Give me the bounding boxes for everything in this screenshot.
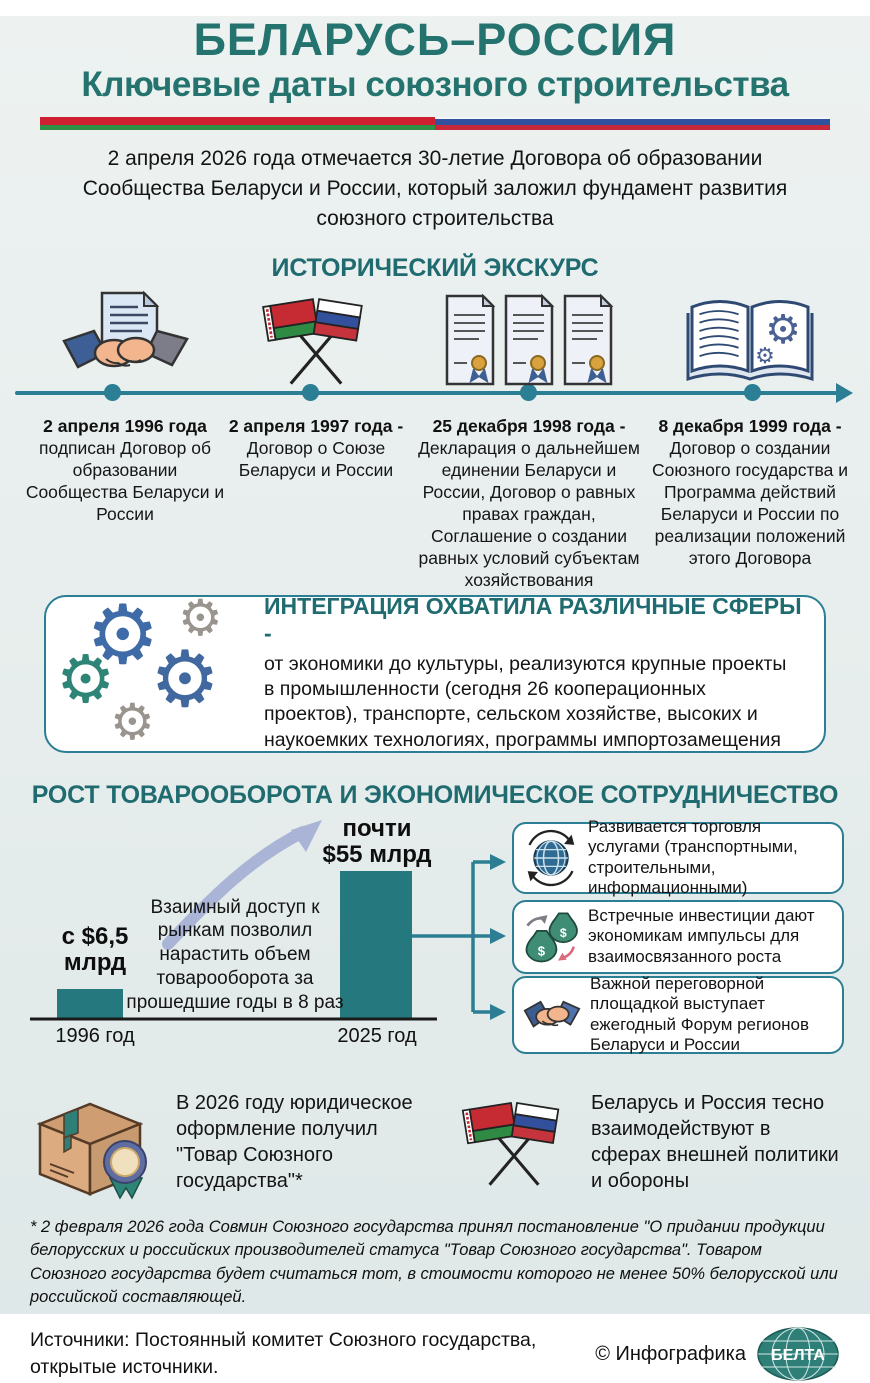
integration-title: ИНТЕГРАЦИЯ ОХВАТИЛА РАЗЛИЧНЫЕ СФЕРЫ - — [264, 592, 802, 646]
credit-label: © Инфографика — [595, 1342, 746, 1365]
handshake-icon — [523, 990, 581, 1040]
benefit-text: Встречные инвестиции дают экономикам импульсы для взаимосвязанного роста — [588, 906, 815, 966]
milestone-date: 2 апреля 1997 года - — [228, 415, 404, 436]
connector-lines — [412, 862, 492, 1012]
certificates-icon — [410, 287, 648, 389]
book-gears-icon — [644, 287, 856, 389]
milestone-1999 — [644, 287, 856, 568]
connector-arrow-icon — [490, 854, 506, 870]
page-subtitle: Ключевые даты союзного строительства — [81, 65, 789, 105]
belarus-flag-stripe — [40, 117, 435, 130]
benefit-investments — [512, 900, 844, 974]
integration-box — [44, 587, 826, 753]
gears-icon: ⚙ ⚙ ⚙ ⚙ ⚙ — [56, 587, 223, 751]
svg-text:$: $ — [559, 925, 567, 940]
fact-text: Беларусь и Россия тесно взаимодействуют в сферах внешней политики и обороны — [591, 1091, 839, 1192]
start-value-label: с $6,5 млрд — [61, 922, 129, 977]
svg-text:$: $ — [537, 943, 546, 959]
footnote: * 2 февраля 2026 года Совмин Союзного государства принял постановление "О придании продукции белорусских и российских производителей статуса "Товар Союзного государства". Товаром Союзного государства будет считаться тот, в стоимости которого не менее 50% белорусской или российской составляющей. — [30, 1217, 838, 1306]
globe-icon — [523, 829, 579, 887]
milestone-1997 — [220, 287, 412, 480]
milestone-text: Декларация о дальнейшем единении Беларуси и России, Договор о равных правах граждан, Соглашение о создании равных условий субъектам хозяйствования — [418, 437, 640, 591]
intro-paragraph: 2 апреля 2026 года отмечается 30-летие Договора об образовании Сообщества Беларуси и России, который заложил фундамент развития союзного строительства — [82, 147, 788, 230]
trade-chart — [0, 816, 870, 1078]
milestone-date: 8 декабря 1999 года - — [658, 415, 842, 436]
timeline-line — [15, 391, 839, 395]
belta-logo-text: БЕЛТА — [771, 1347, 825, 1365]
bar-1996 — [57, 989, 123, 1019]
history-heading: ИСТОРИЧЕСКИЙ ЭКСКУРС — [271, 253, 599, 282]
trade-heading: РОСТ ТОВАРООБОРОТА И ЭКОНОМИЧЕСКОЕ СОТРУДНИЧЕСТВО — [31, 780, 839, 809]
milestone-text: Договор о Союзе Беларуси и России — [238, 437, 394, 480]
milestone-date: 25 декабря 1998 года - — [432, 415, 626, 436]
integration-text: от экономики до культуры, реализуются крупные проекты в промышленности (сегодня 26 кооперационных проектов), транспорте, сельском хозяйстве, высоких и наукоемких технологиях, программы импортозамещения — [264, 652, 787, 751]
russia-flag-stripe — [435, 117, 830, 130]
benefit-services — [512, 816, 844, 898]
handshake-document-icon — [25, 287, 225, 389]
svg-text:⚙: ⚙ — [755, 343, 775, 369]
flags-divider — [40, 117, 830, 130]
package-award-icon — [28, 1086, 160, 1198]
crossed-flags-icon — [220, 287, 412, 389]
benefit-text: Важной переговорной площадкой выступает ежегодный Форум регионов Беларуси и России — [590, 973, 810, 1055]
milestone-1998 — [410, 287, 648, 591]
investment-icon — [523, 907, 579, 967]
page-title: БЕЛАРУСЬ–РОССИЯ — [193, 14, 677, 65]
fact-foreign-policy — [453, 1086, 842, 1198]
milestone-text: подписан Договор об образовании Сообщества Беларуси и России — [25, 437, 225, 524]
sources: Источники: Постоянный комитет Союзного государства, открытые источники. — [30, 1329, 537, 1379]
fact-union-goods — [28, 1086, 443, 1198]
timeline — [0, 287, 870, 591]
milestone-1996 — [25, 287, 225, 524]
svg-text:⚙: ⚙ — [765, 306, 801, 353]
end-value-label: почти $55 млрд — [322, 814, 432, 869]
chart-annotation: Взаимный доступ к рынкам позволил нарастить объем товарооборота за прошедшие годы в 8 раз — [126, 896, 344, 1013]
infographic-page — [0, 14, 870, 1379]
benefit-forum — [512, 973, 844, 1055]
benefit-text: Развивается торговля услугами (транспортными, строительными, информационными) — [588, 816, 798, 898]
milestone-date: 2 апреля 1996 года — [43, 415, 207, 436]
fact-text: В 2026 году юридическое оформление получил "Товар Союзного государства"* — [176, 1091, 413, 1192]
bar-2025 — [340, 871, 412, 1019]
connector-arrow-icon — [490, 1004, 506, 1020]
facts-row — [28, 1086, 842, 1198]
year-label-start: 1996 год — [55, 1024, 135, 1047]
year-label-end: 2025 год — [337, 1024, 417, 1047]
crossed-flags-icon — [453, 1094, 575, 1190]
milestone-text: Договор о создании Союзного государства и Программа действий Беларуси и России по реализации положений этого Договора — [651, 437, 849, 568]
belta-logo — [756, 1325, 840, 1383]
connector-arrow-icon — [490, 928, 506, 944]
footer — [30, 1325, 840, 1383]
